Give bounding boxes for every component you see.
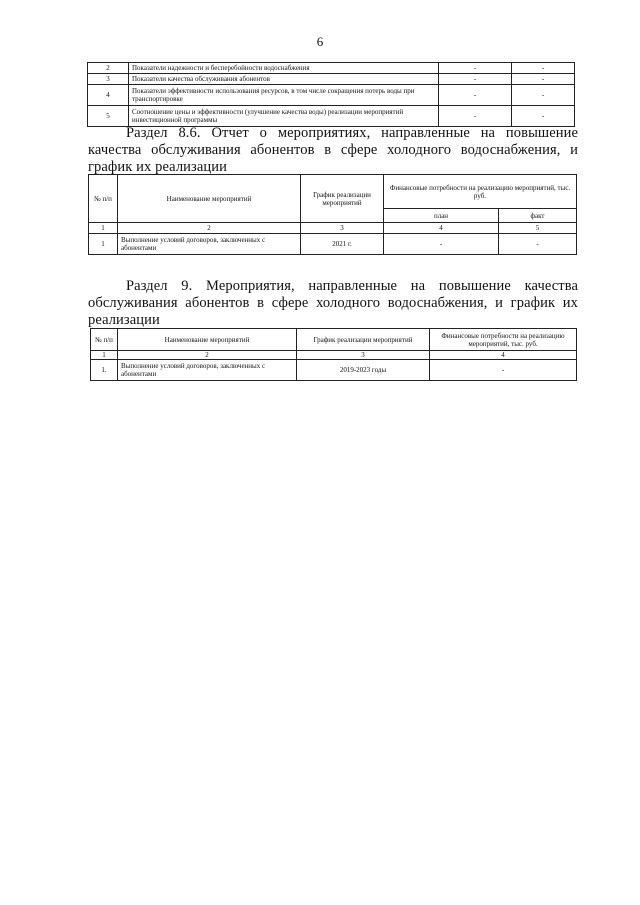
row-value: - [512, 74, 575, 85]
row-name: Выполнение условий договоров, заключенных с абонентами [118, 234, 301, 255]
row-number: 1. [91, 360, 118, 381]
header-num: № п/п [91, 329, 118, 351]
section-9-heading [88, 278, 578, 329]
col-number: 1 [91, 351, 118, 360]
header-name: Наименование мероприятий [118, 175, 301, 223]
column-numbers-row [89, 223, 577, 234]
header-fact: факт [499, 209, 577, 223]
section-8-6-heading [88, 125, 578, 176]
row-schedule: 2019-2023 годы [297, 360, 430, 381]
col-number: 5 [499, 223, 577, 234]
row-value: - [512, 85, 575, 106]
row-value: - [439, 85, 512, 106]
row-name: Выполнение условий договоров, заключенных с абонентами [118, 360, 297, 381]
section-title: Раздел 9. Мероприятия, направленные на повышение качества обслуживания абонентов в сфере холодного водоснабжения, и график их реализации [88, 278, 578, 328]
header-row [91, 329, 577, 351]
col-number: 3 [301, 223, 384, 234]
col-number: 2 [118, 351, 297, 360]
col-number: 4 [384, 223, 499, 234]
column-numbers-row [91, 351, 577, 360]
row-plan: - [384, 234, 499, 255]
table-row [88, 74, 575, 85]
row-schedule: 2021 г. [301, 234, 384, 255]
col-number: 3 [297, 351, 430, 360]
report-table [88, 174, 577, 255]
table-row [88, 106, 575, 127]
header-num: № п/п [89, 175, 118, 223]
col-number: 2 [118, 223, 301, 234]
row-finance: - [430, 360, 577, 381]
table-row [91, 360, 577, 381]
row-text: Показатели эффективности использования ресурсов, в том числе сокращения потерь воды при транспортировке [129, 85, 439, 106]
header-plan: план [384, 209, 499, 223]
row-text: Соотношение цены и эффективности (улучшение качества воды) реализации мероприятий инвестиционной программы [129, 106, 439, 127]
table-row [88, 85, 575, 106]
row-value: - [439, 106, 512, 127]
row-number: 5 [88, 106, 129, 127]
row-number: 1 [89, 234, 118, 255]
row-value: - [439, 63, 512, 74]
measures-table [90, 328, 577, 381]
row-value: - [439, 74, 512, 85]
section-title: Раздел 8.6. Отчет о мероприятиях, направленные на повышение качества обслуживания абонентов в сфере холодного водоснабжения, и график их реализации [88, 125, 578, 175]
page-number: 6 [316, 34, 324, 49]
row-fact: - [499, 234, 577, 255]
row-text: Показатели качества обслуживания абонентов [129, 74, 439, 85]
header-row [89, 175, 577, 209]
row-number: 2 [88, 63, 129, 74]
table-row [89, 234, 577, 255]
header-schedule: График реализации мероприятий [297, 329, 430, 351]
indicators-table [87, 62, 575, 127]
header-schedule: График реализации мероприятий [301, 175, 384, 223]
col-number: 1 [89, 223, 118, 234]
table-row [88, 63, 575, 74]
row-value: - [512, 63, 575, 74]
row-value: - [512, 106, 575, 127]
row-text: Показатели надежности и бесперебойности водоснабжения [129, 63, 439, 74]
header-finance: Финансовые потребности на реализацию мероприятий, тыс. руб. [430, 329, 577, 351]
row-number: 3 [88, 74, 129, 85]
row-number: 4 [88, 85, 129, 106]
col-number: 4 [430, 351, 577, 360]
header-name: Наименование мероприятий [118, 329, 297, 351]
header-finance: Финансовые потребности на реализацию мероприятий, тыс. руб. [384, 175, 577, 209]
